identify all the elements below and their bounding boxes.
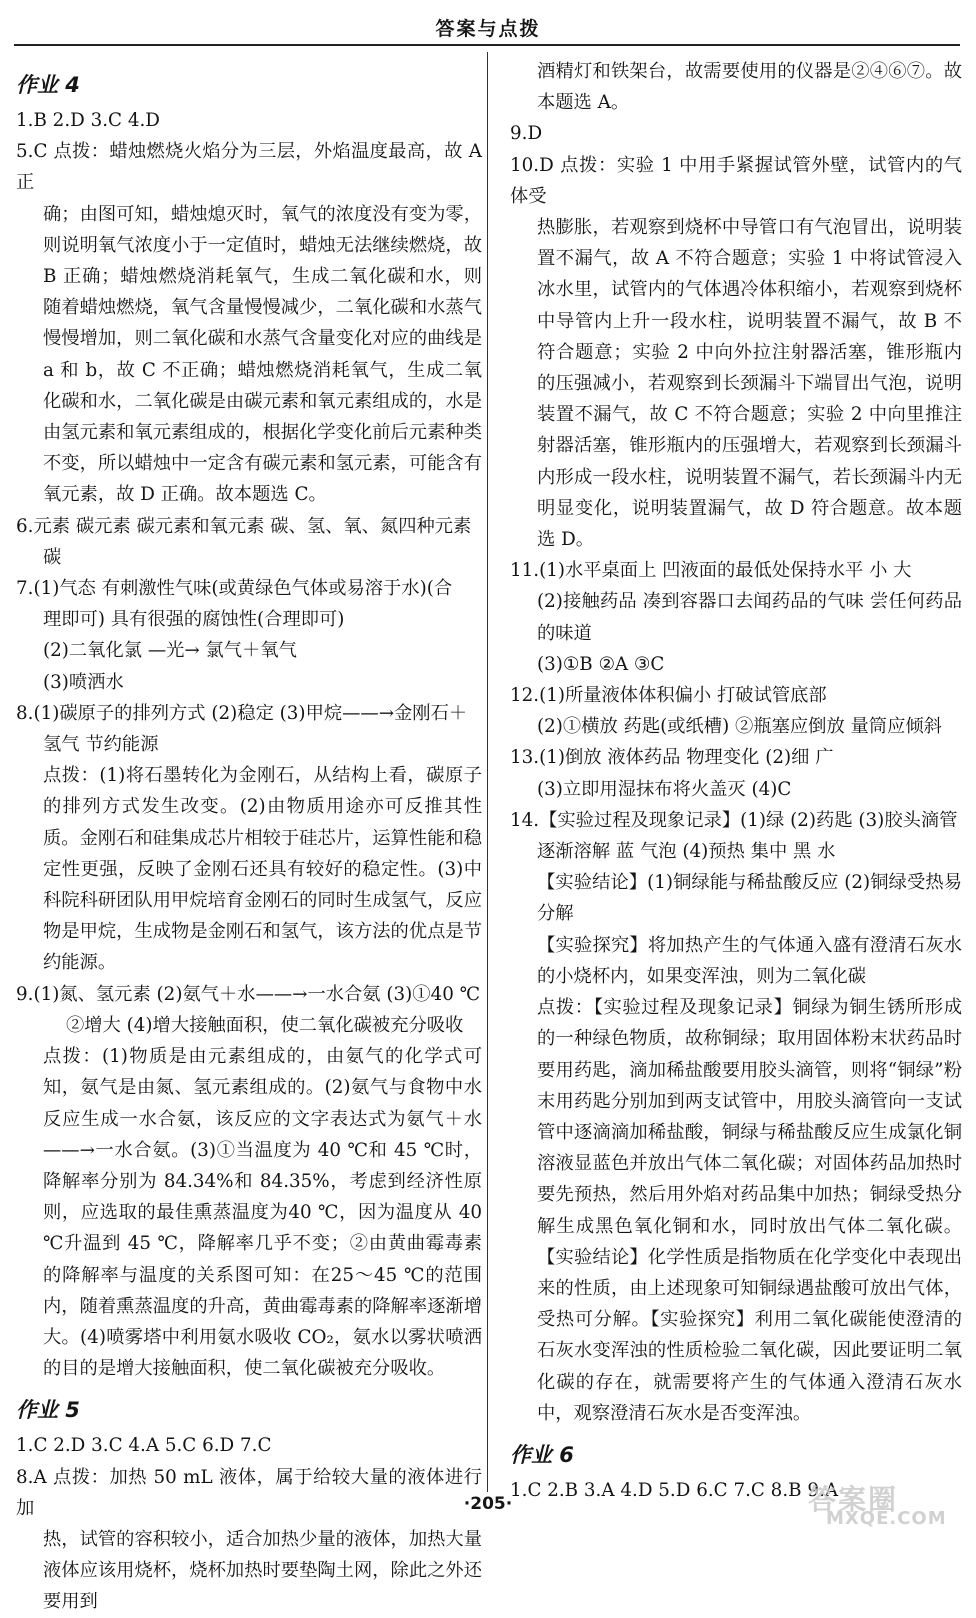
answer-q5-explanation: 确；由图可知，蜡烛熄灭时，氧气的浓度没有变为零，则说明氧气浓度小于一定值时，蜡烛无法继续燃烧，故 B 正确；蜡烛燃烧消耗氧气，生成二氧化碳和水，则随着蜡烛燃烧，氧气含量慢慢减少，二氧化碳和水蒸气慢慢增加，则二氧化碳和水蒸气含量变化对应的曲线是 a 和 b，故 C 不正确；蜡烛燃烧消耗氧气，生成二氧化碳和水，二氧化碳是由碳元素和氧元素组成的，水是由氢元素和氧元素组成的，根据化学变化前后元素种类不变，所以蜡烛中一定含有碳元素和氢元素，可能含有氧元素，故 D 正确。故本题选 C。 — [43, 203, 482, 506]
answer-q11-part3: (3)①B ②A ③C — [537, 653, 665, 675]
section-title-homework-5: 作业 5 — [16, 1398, 80, 1423]
answer-q13-part2: (3)立即用湿抹布将火盖灭 (4)C — [537, 778, 792, 800]
answer-q8-tip: 点拨：(1)将石墨转化为金刚石，从结构上看，碳原子的排列方式发生改变。(2)由物质用途亦可反推其性质。金刚石和硅集成芯片相较于硅芯片，运算性能和稳定性更强，反映了金刚石还具有较好的稳定性。(3)中科院科研团队用甲烷培育金刚石的同时生成氢气，反应物是甲烷，生成物是金刚石和氢气，该方法的优点是节约能源。 — [43, 765, 482, 974]
answer-q7-part3: (3)喷洒水 — [43, 671, 124, 693]
watermark-logo — [808, 1478, 958, 1528]
answer-q5-head: 5.C 点拨：蜡烛燃烧火焰分为三层，外焰温度最高，故 A 正 — [16, 141, 482, 194]
watermark-text: 答案圈 — [808, 1483, 899, 1516]
answer-q7-part1: 理即可) 具有很强的腐蚀性(合理即可) — [43, 609, 345, 631]
answer-q6-rest: 碳 — [43, 546, 62, 568]
watermark-url: MXQE.COM — [826, 1508, 947, 1529]
page-header: 答案与点拨 — [435, 18, 541, 40]
answer-q6-head: 6.元素 碳元素 碳元素和氧元素 碳、氢、氧、氮四种元素 — [16, 515, 472, 537]
answer-q10-explanation: 热膨胀，若观察到烧杯中导管口有气泡冒出，说明装置不漏气，故 A 不符合题意；实验 1 中将试管浸入冰水里，试管内的气体遇冷体积缩小，若观察到烧杯中导管内上升一段水柱，说明装置不漏气，故 B 不符合题意；实验 2 中向外拉注射器活塞，锥形瓶内的压强减小，若观察到长颈漏斗下端冒出气泡，说明装置不漏气，故 C 不符合题意；实验 2 中向里推注射器活塞，锥形瓶内的压强增大，若观察到长颈漏斗内形成一段水柱，说明装置不漏气，若长颈漏斗内无明显变化，说明装置漏气，故 D 符合题意。故本题选 D。 — [537, 217, 962, 551]
right-column — [510, 56, 962, 1506]
answer-q7-head: 7.(1)气态 有刺激性气味(或黄绿色气体或易溶于水)(合 — [16, 578, 453, 600]
left-column — [16, 68, 482, 1618]
answer-q8-head: 8.A 点拨：加热 50 mL 液体，属于给较大量的液体进行加 — [16, 1466, 482, 1519]
answer-q13-head: 13.(1)倒放 液体药品 物理变化 (2)细 广 — [510, 747, 834, 769]
answer-q8-head: 8.(1)碳原子的排列方式 (2)稳定 (3)甲烷——→金刚石＋ — [16, 702, 468, 724]
answer-q11-part2: (2)接触药品 凑到容器口去闻药品的气味 尝任何药品的味道 — [537, 591, 962, 644]
answer-q9-rest: ②增大 (4)增大接触面积，使二氧化碳被充分吸收 — [66, 1014, 464, 1036]
answer-q8-rest: 热，试管的容积较小，适合加热少量的液体，加热大量液体应该用烧杯，烧杯加热时要垫陶土网，除此之外还要用到 — [43, 1528, 482, 1613]
answer-line: 1.C 2.B 3.A 4.D 5.D 6.C 7.C 8.B 9.A — [510, 1479, 839, 1501]
answer-line: 1.B 2.D 3.C 4.D — [16, 110, 160, 131]
answer-q10-head: 10.D 点拨：实验 1 中用手紧握试管外壁，试管内的气体受 — [510, 154, 962, 207]
answer-q14-conclusion: 【实验结论】(1)铜绿能与稀盐酸反应 (2)铜绿受热易分解 — [537, 872, 962, 925]
answer-q7-part2: (2)二氧化氯 —光→ 氯气＋氧气 — [43, 640, 297, 662]
header-rule — [14, 44, 960, 46]
answer-q9-tip: 点拨：(1)物质是由元素组成的，由氨气的化学式可知，氨气是由氮、氢元素组成的。(2)氨气与食物中水反应生成一水合氨，该反应的文字表达式为氨气＋水——→一水合氨。(3)①当温度为 40 ℃和 45 ℃时，降解率分别为 84.34%和 84.35%，考虑到经济性原则，应选取的最佳熏蒸温度为40 ℃，因为温度从 40 ℃升温到 45 ℃，降解率几乎不变；②由黄曲霉毒素的降解率与温度的关系图可知：在25～45 ℃的范围内，随着熏蒸温度的升高，黄曲霉毒素的降解率逐渐增大。(4)喷雾塔中利用氨水吸收 CO₂，氨水以雾状喷洒的目的是增大接触面积，使二氧化碳被充分吸收。 — [43, 1046, 482, 1380]
page-number: ·205· — [463, 1494, 513, 1514]
answer-q14-tip: 点拨：【实验过程及现象记录】铜绿为铜生锈所形成的一种绿色物质，故称铜绿；取用固体粉末状药品时要用药匙，滴加稀盐酸要用胶头滴管，则将“铜绿”粉末用药匙分别加到两支试管中，用胶头滴管向一支试管中逐滴滴加稀盐酸，铜绿与稀盐酸反应生成氯化铜溶液显蓝色并放出气体二氧化碳；对固体药品加热时要先预热，然后用外焰对药品集中加热；铜绿受热分解生成黑色氧化铜和水，同时放出气体二氧化碳。【实验结论】化学性质是指物质在化学变化中表现出来的性质，由上述现象可知铜绿遇盐酸可放出气体，受热可分解。【实验探究】利用二氧化碳能使澄清的石灰水变浑浊的性质检验二氧化碳，因此要证明二氧化碳的存在，就需要将产生的气体通入澄清石灰水中，观察澄清石灰水是否变浑浊。 — [537, 997, 962, 1424]
answer-q12-head: 12.(1)所量液体体积偏小 打破试管底部 — [510, 685, 827, 707]
answer-q14-exploration: 【实验探究】将加热产生的气体通入盛有澄清石灰水的小烧杯内，如果变浑浊，则为二氧化碳 — [537, 934, 962, 987]
answer-q9-head: 9.(1)氮、氢元素 (2)氨气＋水——→一水合氨 (3)①40 ℃ — [16, 983, 481, 1005]
answer-q14-head: 14.【实验过程及现象记录】(1)绿 (2)药匙 (3)胶头滴管 — [510, 809, 958, 831]
answer-q9: 9.D — [510, 123, 543, 145]
section-title-homework-4: 作业 4 — [16, 73, 80, 97]
answer-q11-head: 11.(1)水平桌面上 凹液面的最低处保持水平 小 大 — [510, 560, 912, 582]
answer-continuation: 酒精灯和铁架台，故需要使用的仪器是②④⑥⑦。故本题选 A。 — [537, 61, 962, 114]
answer-q12-part2: (2)①横放 药匙(或纸槽) ②瓶塞应倒放 量筒应倾斜 — [537, 716, 942, 738]
answer-q14-observations: 逐渐溶解 蓝 气泡 (4)预热 集中 黑 水 — [537, 841, 836, 863]
answer-q8-rest: 氢气 节约能源 — [43, 734, 159, 756]
column-divider — [487, 52, 488, 1492]
section-title-homework-6: 作业 6 — [510, 1442, 574, 1467]
answer-line: 1.C 2.D 3.C 4.A 5.C 6.D 7.C — [16, 1435, 272, 1457]
